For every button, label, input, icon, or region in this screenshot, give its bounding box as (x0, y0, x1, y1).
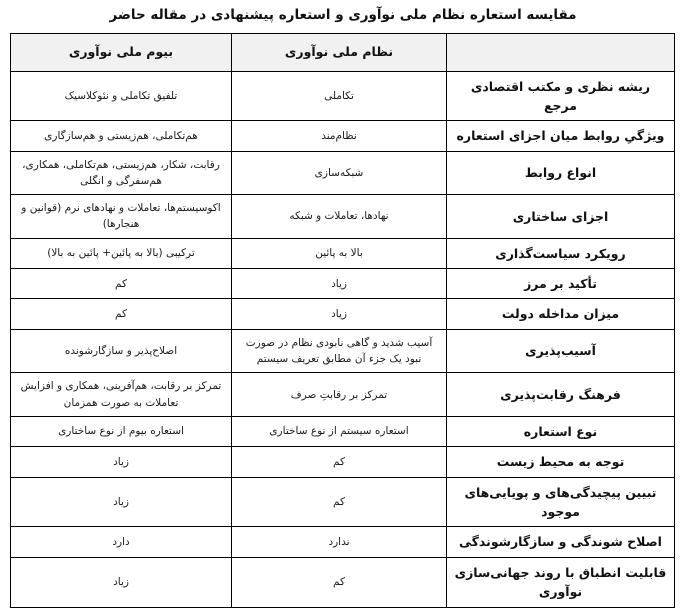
row-label-cell: ویژگیِ روابط میان اجزای استعاره (447, 121, 675, 151)
page-title: مقایسه استعاره نظام ملی نوآوری و استعاره پیشنهادی در مقاله حاضر (109, 7, 577, 23)
cell-national-innovation-system: آسیب شدید و گاهی نابودی نظام در صورت نبود یک جزء آن مطابق تعریف سیستم (232, 329, 447, 373)
row-label-cell: اجزای ساختاری (447, 195, 675, 239)
cell-national-innovation-biome: اصلاح‌پذیر و سازگارشونده (11, 329, 232, 373)
table-row (11, 329, 675, 373)
table-row (11, 557, 675, 607)
table-row (11, 416, 675, 446)
cell-national-innovation-system: تکاملی (232, 71, 447, 121)
table-row (11, 238, 675, 268)
table-row (11, 447, 675, 477)
cell-national-innovation-biome: رقابت، شکار، هم‌زیستی، هم‌تکاملی، همکاری، هم‌سفرگی و انگلی (11, 151, 232, 195)
cell-national-innovation-biome: کم (11, 269, 232, 299)
cell-national-innovation-system: نظام‌مند (232, 121, 447, 151)
cell-national-innovation-system: کم (232, 557, 447, 607)
comparison-table (10, 33, 675, 608)
row-label-cell: قابلیت انطباق با روند جهانی‌سازی نوآوری (447, 557, 675, 607)
row-label-cell: توجه به محیط زیست (447, 447, 675, 477)
table-row (11, 71, 675, 121)
cell-national-innovation-system: ندارد (232, 527, 447, 557)
cell-national-innovation-biome: تلفیق تکاملی و نئوکلاسیک (11, 71, 232, 121)
table-row (11, 373, 675, 417)
cell-national-innovation-biome: زیاد (11, 447, 232, 477)
table-row (11, 151, 675, 195)
cell-national-innovation-biome: هم‌تکاملی، هم‌زیستی و هم‌سازگاری (11, 121, 232, 151)
header-cell-national-innovation-biome: بیوم ملی نوآوری (11, 33, 232, 71)
cell-national-innovation-biome: ترکیبی (بالا به پائین+ پائین به بالا) (11, 238, 232, 268)
cell-national-innovation-biome: اکوسیستم‌ها، تعاملات و نهادهای نرم (قوانین و هنجارها) (11, 195, 232, 239)
table-row (11, 269, 675, 299)
table-header (11, 33, 675, 71)
cell-national-innovation-system: زیاد (232, 269, 447, 299)
cell-national-innovation-system: نهادها، تعاملات و شبکه (232, 195, 447, 239)
row-label-cell: تبیین پیچیدگی‌های و پویایی‌های موجود (447, 477, 675, 527)
cell-national-innovation-biome: زیاد (11, 477, 232, 527)
row-label-cell: فرهنگ رقابت‌پذیری (447, 373, 675, 417)
table-row (11, 477, 675, 527)
row-label-cell: میزان مداخله دولت (447, 299, 675, 329)
row-label-cell: نوع استعاره (447, 416, 675, 446)
header-row (11, 33, 675, 71)
row-label-cell: ریشه نظری و مکتب اقتصادی مرجع (447, 71, 675, 121)
cell-national-innovation-system: زیاد (232, 299, 447, 329)
cell-national-innovation-system: تمرکز بر رقابتِ صرف (232, 373, 447, 417)
row-label-cell: انواع روابط (447, 151, 675, 195)
row-label-cell: آسیب‌پذیری (447, 329, 675, 373)
table-row (11, 195, 675, 239)
cell-national-innovation-system: استعاره سیستم از نوع ساختاری (232, 416, 447, 446)
table-body (11, 71, 675, 607)
cell-national-innovation-system: کم (232, 447, 447, 477)
table-container (0, 33, 686, 608)
cell-national-innovation-system: بالا به پائین (232, 238, 447, 268)
cell-national-innovation-biome: زیاد (11, 557, 232, 607)
row-label-cell: تأکید بر مرز (447, 269, 675, 299)
cell-national-innovation-biome: تمرکز بر رقابت، هم‌آفرینی، همکاری و افزایش تعاملات به صورت همزمان (11, 373, 232, 417)
cell-national-innovation-system: کم (232, 477, 447, 527)
cell-national-innovation-biome: استعاره بیوم از نوع ساختاری (11, 416, 232, 446)
cell-national-innovation-biome: دارد (11, 527, 232, 557)
cell-national-innovation-biome: کم (11, 299, 232, 329)
header-cell-label (447, 33, 675, 71)
row-label-cell: رویکرد سیاست‌گذاری (447, 238, 675, 268)
table-row (11, 527, 675, 557)
header-cell-national-innovation-system: نظام ملی نوآوری (232, 33, 447, 71)
cell-national-innovation-system: شبکه‌سازی (232, 151, 447, 195)
table-row (11, 121, 675, 151)
table-row (11, 299, 675, 329)
row-label-cell: اصلاح شوندگی و سازگارشوندگی (447, 527, 675, 557)
